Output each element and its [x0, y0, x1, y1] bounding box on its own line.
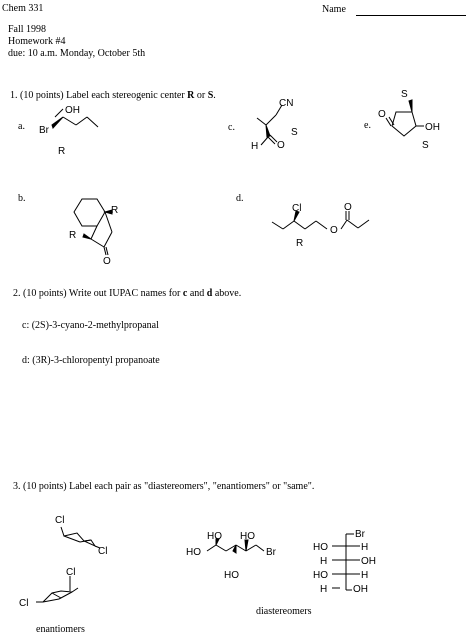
b-o: O [103, 256, 111, 267]
zig-ho-3: HO [240, 531, 255, 542]
e-answer-bottom: S [422, 140, 429, 151]
q1-prompt: 1. (10 points) Label each stereogenic center R or S. [10, 90, 216, 101]
fischer-br: Br [355, 529, 365, 540]
q2-prompt: 2. (10 points) Write out IUPAC names for c and d above. [13, 288, 242, 299]
pair2-answer: diastereomers [256, 606, 312, 617]
chair1-cl-right: Cl [98, 546, 108, 557]
pair1-answer: enantiomers [36, 624, 85, 635]
label-e: e. [364, 120, 371, 131]
d-o-ester: O [330, 225, 338, 236]
label-b: b. [18, 193, 26, 204]
chair-2 [36, 576, 78, 602]
chair1-cl-top: Cl [55, 515, 65, 526]
chair-1 [61, 527, 100, 548]
c-cn: CN [279, 98, 294, 109]
b-answer-left: R [69, 230, 77, 241]
chair2-cl-top: Cl [66, 567, 76, 578]
zig-ho-4: HO [224, 570, 239, 581]
fischer-r3l: HO [313, 570, 328, 581]
term: Fall 1998 [8, 24, 47, 35]
molecule-d [272, 211, 369, 229]
d-o-carbonyl: O [344, 202, 352, 213]
c-answer: S [291, 127, 298, 138]
q2-answer-c: c: (2S)-3-cyano-2-methylpropanal [22, 320, 159, 331]
fischer-r1r: H [361, 542, 369, 553]
e-answer-top: S [401, 89, 408, 100]
fischer-r4l: H [320, 584, 328, 595]
c-o: O [277, 140, 285, 151]
fischer-r3r: H [361, 570, 369, 581]
label-c: c. [228, 122, 235, 133]
label-a: a. [18, 121, 25, 132]
a-answer: R [58, 146, 66, 157]
fischer-projection [332, 534, 360, 590]
name-label: Name [322, 4, 346, 15]
fischer-r2r: OH [361, 556, 376, 567]
q2-answer-d: d: (3R)-3-chloropentyl propanoate [22, 355, 160, 366]
fischer-r4r: OH [353, 584, 368, 595]
due-date: due: 10 a.m. Monday, October 5th [8, 48, 146, 59]
molecule-e [386, 100, 424, 136]
fischer-r1l: HO [313, 542, 328, 553]
fischer-r2l: H [320, 556, 328, 567]
d-cl: Cl [292, 203, 302, 214]
a-br: Br [39, 125, 49, 136]
zig-br: Br [266, 547, 276, 558]
molecule-b [74, 199, 112, 255]
chair2-cl-left: Cl [19, 598, 29, 609]
c-h: H [251, 141, 259, 152]
label-d: d. [236, 193, 244, 204]
d-answer: R [296, 238, 304, 249]
homework-number: Homework #4 [8, 36, 66, 47]
zig-ho-1: HO [207, 531, 222, 542]
e-o: O [378, 109, 386, 120]
course-title: Chem 331 [2, 3, 44, 14]
zig-ho-2: HO [186, 547, 201, 558]
e-oh: OH [425, 122, 440, 133]
molecule-c [257, 105, 282, 145]
q3-prompt: 3. (10 points) Label each pair as "diastereomers", "enantiomers" or "same". [13, 481, 315, 492]
a-oh: OH [65, 105, 80, 116]
b-answer-top: R [111, 205, 119, 216]
